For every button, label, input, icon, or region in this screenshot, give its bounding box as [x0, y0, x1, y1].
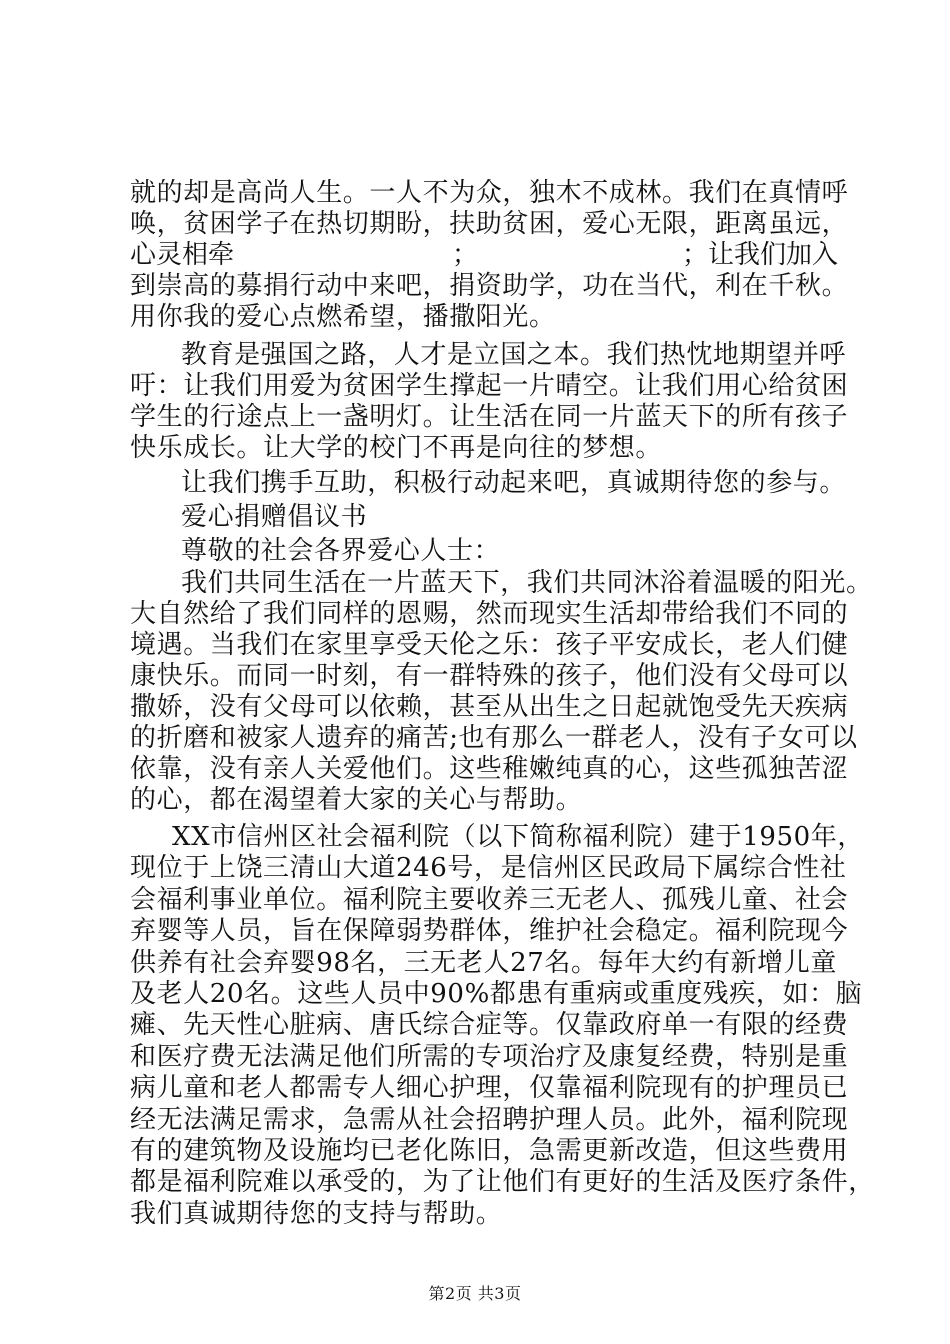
text-line: XX市信州区社会福利院（以下简称福利院）建于1950年，	[172, 822, 864, 852]
text-fragment: ；让我们加入	[682, 240, 839, 270]
salutation: 尊敬的社会各界爱心人士：	[181, 536, 501, 566]
text-line: 现位于上饶三清山大道246号，是信州区民政局下属综合性社	[130, 853, 847, 884]
text-line: 撒娇，没有父母可以依赖，甚至从出生之日起就饱受先天疾病	[130, 692, 849, 722]
text-line: 吁：让我们用爱为贫困学生撑起一片晴空。让我们用心给贫困	[130, 371, 849, 401]
text-line: 康快乐。而同一时刻，有一群特殊的孩子，他们没有父母可以	[130, 661, 849, 691]
text-line: 教育是强国之路，人才是立国之本。我们热忱地期望并呼	[181, 340, 847, 370]
text-line: 瘫、先天性心脏病、唐氏综合症等。仅靠政府单一有限的经费	[130, 1010, 849, 1041]
text-line: 和医疗费无法满足他们所需的专项治疗及康复经费，特别是重	[130, 1041, 849, 1072]
text-line: 就的却是高尚人生。一人不为众，独木不成林。我们在真情呼	[130, 178, 849, 208]
text-line: 唤，贫困学子在热切期盼，扶助贫困，爱心无限，距离虽远，	[130, 209, 849, 239]
text-line: 让我们携手互助，积极行动起来吧，真诚期待您的参与。	[181, 468, 847, 498]
text-line: 学生的行途点上一盏明灯。让生活在同一片蓝天下的所有孩子	[130, 402, 849, 432]
text-line: 用你我的爱心点燃希望，播撒阳光。	[130, 302, 556, 332]
text-line: 弃婴等人员，旨在保障弱势群体，维护社会稳定。福利院现今	[130, 916, 849, 947]
text-line: 的折磨和被家人遗弃的痛苦;也有那么一群老人，没有子女可以	[130, 723, 858, 753]
text-line: 大自然给了我们同样的恩赐，然而现实生活却带给我们不同的	[130, 599, 849, 629]
text-line: 供养有社会弃婴98名，三无老人27名。每年大约有新增儿童	[130, 947, 837, 978]
text-line: 有的建筑物及设施均已老化陈旧，急需更新改造，但这些费用	[130, 1136, 849, 1166]
text-line: 我们真诚期待您的支持与帮助。	[130, 1198, 503, 1229]
text-line: 经无法满足需求，急需从社会招聘护理人员。此外，福利院现	[130, 1104, 849, 1135]
text-line: 及老人20名。这些人员中90%都患有重病或重度残疾，如：脑	[130, 979, 863, 1009]
document-heading: 爱心捐赠倡议书	[181, 502, 368, 532]
text-fragment: 心灵相牵	[130, 240, 235, 270]
text-line: 快乐成长。让大学的校门不再是向往的梦想。	[130, 433, 663, 463]
text-line: 我们共同生活在一片蓝天下，我们共同沐浴着温暖的阳光。	[181, 568, 873, 598]
text-line: 病儿童和老人都需专人细心护理，仅靠福利院现有的护理员已	[130, 1073, 849, 1104]
text-line-spaced	[130, 238, 840, 272]
text-line: 境遇。当我们在家里享受天伦之乐：孩子平安成长，老人们健	[130, 630, 849, 660]
text-line: 的心，都在渴望着大家的关心与帮助。	[130, 785, 583, 815]
text-line: 会福利事业单位。福利院主要收养三无老人、孤残儿童、社会	[130, 884, 849, 915]
text-fragment: ；	[452, 240, 479, 270]
text-line: 都是福利院难以承受的，为了让他们有更好的生活及医疗条件，	[130, 1167, 875, 1198]
page-footer: 第2页 共3页	[428, 1284, 522, 1303]
text-line: 依靠，没有亲人关爱他们。这些稚嫩纯真的心，这些孤独苦涩	[130, 754, 849, 784]
text-line: 到崇高的募捐行动中来吧，捐资助学，功在当代，利在千秋。	[130, 271, 849, 301]
